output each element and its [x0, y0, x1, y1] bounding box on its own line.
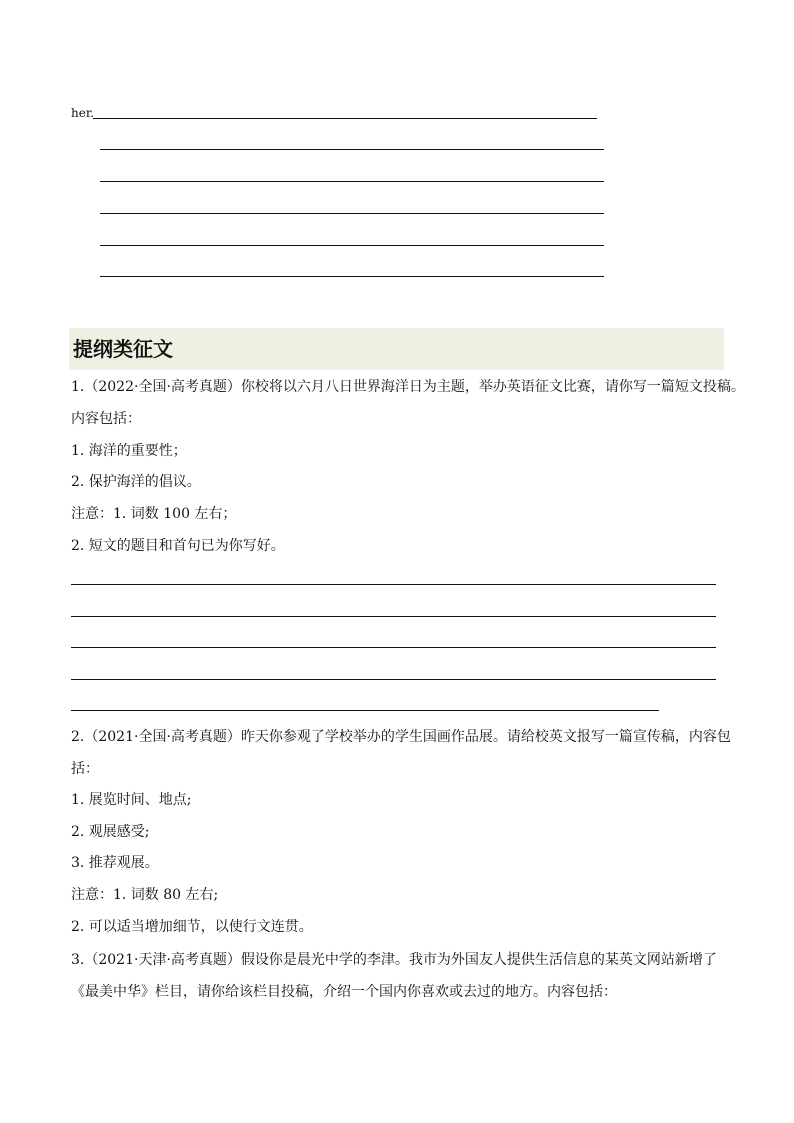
question-prompt: 昨天你参观了学校举办的学生国画作品展。请给校英文报写一篇宣传稿，内容包: [240, 729, 731, 745]
content-intro: 内容包括：: [71, 411, 141, 427]
question-1-line-1: [71, 377, 745, 397]
question-number: 3.: [71, 952, 85, 968]
answer-label-her: her.: [71, 106, 95, 120]
answer-line[interactable]: [100, 181, 604, 182]
answer-line[interactable]: [71, 647, 716, 648]
content-point: 1. 展览时间、地点;: [71, 792, 192, 808]
note-line: 注意：1. 词数 100 左右；: [71, 506, 237, 522]
question-3-line-2: 《最美中华》栏目，请你给该栏目投稿，介绍一个国内你喜欢或去过的地方。内容包括：: [71, 984, 617, 1000]
answer-line[interactable]: [71, 679, 716, 680]
content-point: 3. 推荐观展。: [71, 855, 159, 871]
answer-line[interactable]: [71, 584, 716, 585]
note-line: 注意：1. 词数 80 左右;: [71, 887, 219, 903]
question-number: 1.: [71, 379, 85, 395]
note-line: 2. 可以适当增加细节，以使行文连贯。: [71, 919, 313, 935]
answer-line[interactable]: [100, 149, 604, 150]
content-point: 2. 保护海洋的倡议。: [71, 474, 201, 490]
question-source: （2021·天津·高考真题）: [84, 952, 241, 968]
answer-line[interactable]: [100, 276, 604, 277]
answer-line[interactable]: [93, 118, 597, 119]
answer-line[interactable]: [71, 710, 659, 711]
question-3-line-1: [71, 950, 717, 970]
note-line: 2. 短文的题目和首句已为你写好。: [71, 538, 285, 554]
content-point: 2. 观展感受;: [71, 824, 150, 840]
content-point: 1. 海洋的重要性；: [71, 443, 187, 459]
question-2-line-1: [71, 727, 731, 747]
question-2-line-2: 括：: [71, 761, 99, 777]
section-heading: [69, 328, 724, 370]
section-heading-text: 提纲类征文: [73, 337, 173, 361]
question-source: （2021·全国·高考真题）: [84, 729, 241, 745]
question-source: （2022·全国·高考真题）: [84, 379, 241, 395]
question-prompt: 你校将以六月八日世界海洋日为主题，举办英语征文比赛，请你写一篇短文投稿。: [240, 379, 745, 395]
question-number: 2.: [71, 729, 85, 745]
answer-line[interactable]: [71, 616, 716, 617]
question-prompt: 假设你是晨光中学的李津。我市为外国友人提供生活信息的某英文网站新增了: [240, 952, 717, 968]
answer-line[interactable]: [100, 245, 604, 246]
answer-line[interactable]: [100, 213, 604, 214]
